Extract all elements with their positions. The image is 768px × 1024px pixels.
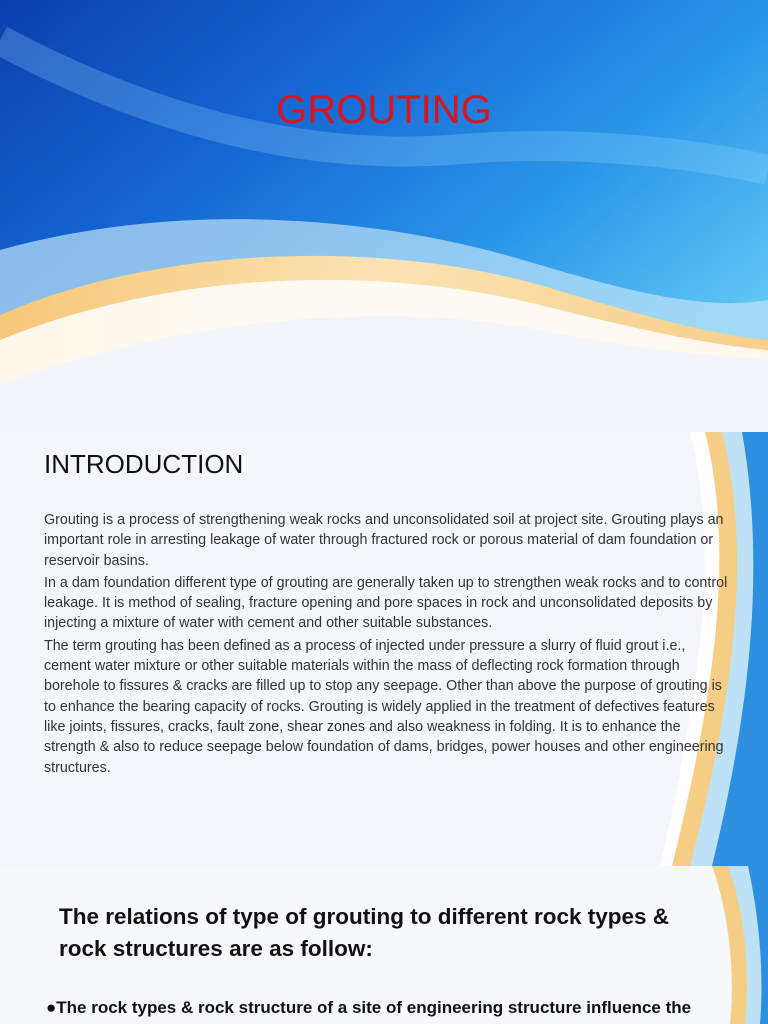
- relations-slide: [0, 866, 768, 1024]
- title-slide: [0, 0, 768, 432]
- introduction-slide: [0, 432, 768, 866]
- bullet-item: ●The rock types & rock structure of a site of engineering structure influence the: [46, 998, 692, 1017]
- intro-paragraph: In a dam foundation different type of grouting are generally taken up to strengthen weak rocks and to control leakage. It is method of sealing, fracture opening and pore spaces in rock and unconsolidated deposits by injecting a mixture of water with cement and other suitable substances.: [44, 574, 728, 632]
- wave-background: [0, 0, 768, 432]
- section-heading: INTRODUCTION: [44, 449, 244, 479]
- intro-text: [44, 510, 734, 780]
- intro-paragraph: The term grouting has been defined as a process of injected under pressure a slurry of fluid grout i.e., cement water mixture or other suitable materials within the mass of deflecting rock formation through borehole to fissures & cracks are filled up to stop any seepage. Other than above the purpose of grouting is to enhance the bearing capacity of rocks. Grouting is widely applied in the treatment of defectives features like joints, fissures, cracks, fault zone, shear zones and also weakness in folding. It is to enhance the strength & also to reduce seepage below foundation of dams, bridges, power houses and other engineering structures.: [44, 637, 724, 776]
- slide-title: GROUTING: [276, 88, 492, 132]
- intro-paragraph: Grouting is a process of strengthening weak rocks and unconsolidated soil at project site. Grouting plays an important role in arresting leakage of water through fractured rock or porous material of dam foundation or reservoir basins.: [44, 512, 724, 569]
- relations-heading: The relations of type of grouting to different rock types & rock structures are as follow:: [59, 904, 670, 961]
